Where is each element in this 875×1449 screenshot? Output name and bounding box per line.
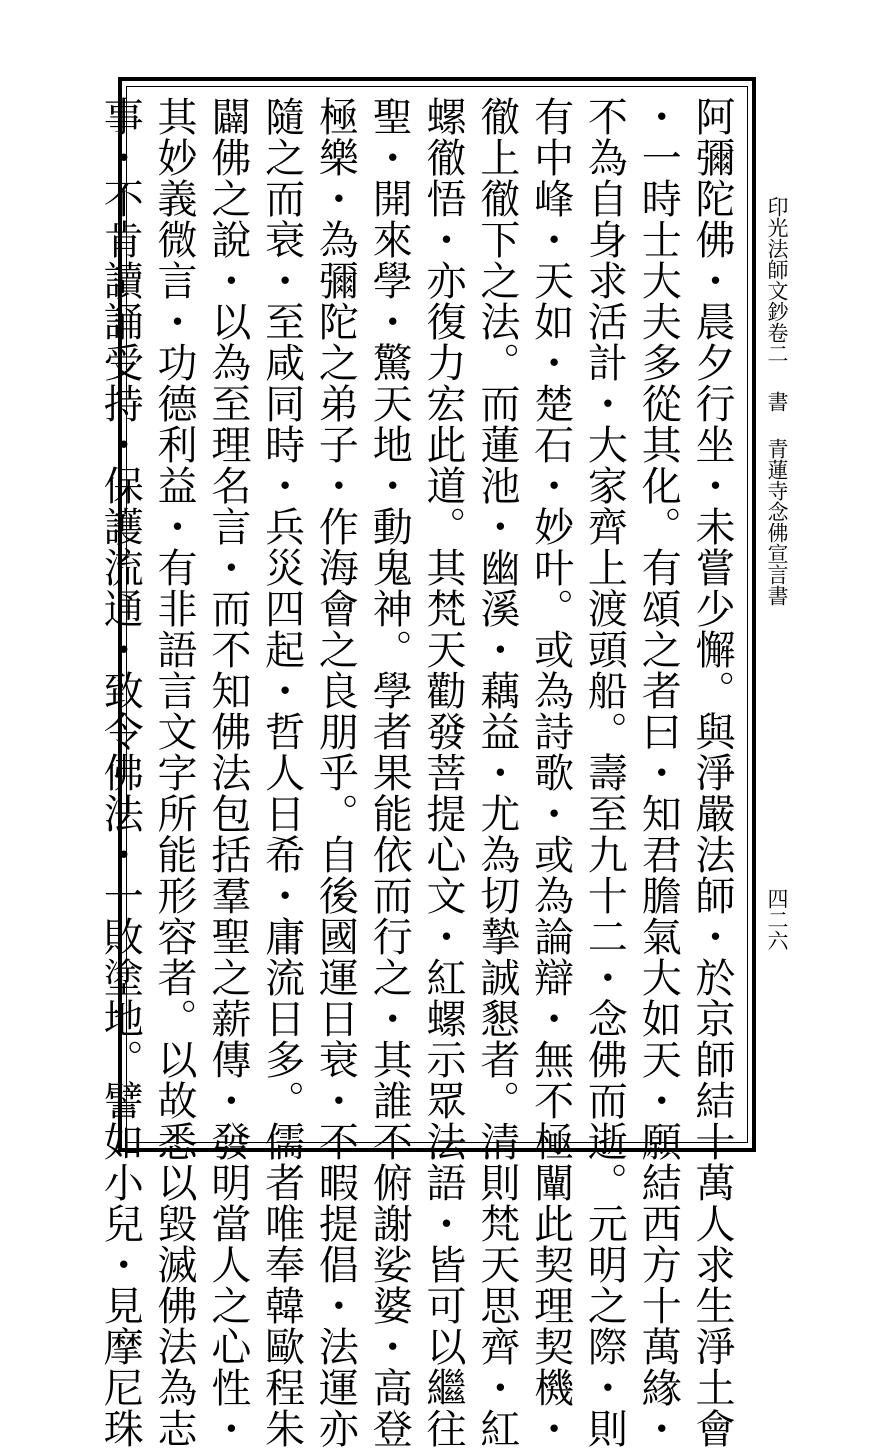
text-column: 闢佛之說・以為至理名言・而不知佛法包括羣聖之薪傳・發明當人之心性・ (204, 96, 251, 1449)
section-label: 書 (765, 390, 789, 412)
text-column: 阿彌陀佛・晨夕行坐・未嘗少懈。與淨嚴法師・於京師結十萬人求生淨土會 (689, 96, 735, 1449)
running-header (764, 196, 790, 606)
text-column: ・一時士大夫多從其化。有頌之者曰・知君膽氣大如天・願結西方十萬緣・ (635, 96, 682, 1449)
text-column: 徹上徹下之法。而蓮池・幽溪・藕益・尤為切摯誠懇者。清則梵天思齊・紅 (473, 96, 520, 1449)
text-column: 其妙義微言・功德利益・有非語言文字所能形容者。以故悉以毀滅佛法為志 (151, 96, 198, 1449)
text-column: 極樂・為彌陀之弟子・作海會之良朋乎。自後國運日衰・不暇提倡・法運亦 (312, 96, 359, 1449)
text-column: 螺徹悟・亦復力宏此道。其梵天勸發菩提心文・紅螺示眾法語・皆可以繼往 (420, 96, 467, 1449)
letter-title: 青蓮寺念佛宣言書 (765, 438, 789, 607)
body-text (97, 96, 738, 1449)
book-title: 印光法師文鈔卷二 (765, 196, 789, 364)
text-column: 聖・開來學・驚天地・動鬼神。學者果能依而行之・其誰不俯謝娑婆・高登 (366, 96, 413, 1449)
text-column: 隨之而衰・至咸同時・兵災四起・哲人日希・庸流日多。儒者唯奉韓歐程朱 (258, 96, 305, 1449)
text-column: 事・不肯讀誦受持・保護流通・致令佛法・一敗塗地。譬如小兒・見摩尼珠 (97, 96, 144, 1449)
text-column: 有中峰・天如・楚石・妙叶。或為詩歌・或為論辯・無不極闡此契理契機・ (527, 96, 574, 1449)
page-number: 四二六 (765, 888, 789, 951)
text-column: 不為自身求活計・大家齊上渡頭船。壽至九十二・念佛而逝。元明之際・則 (581, 96, 628, 1449)
